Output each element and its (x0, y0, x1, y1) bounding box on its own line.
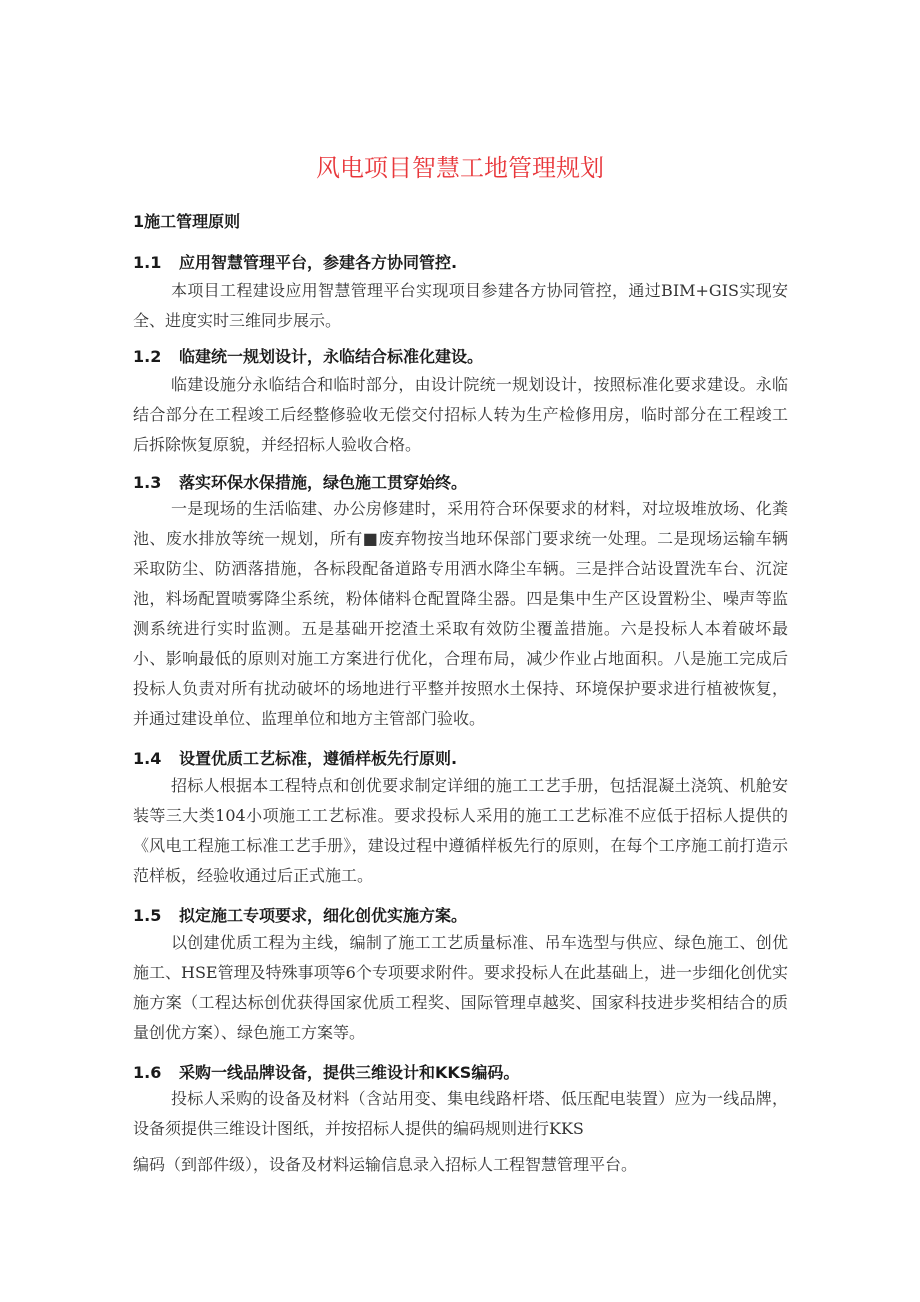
paragraph-1-3: 一是现场的生活临建、办公房修建时，采用符合环保要求的材料，对垃圾堆放场、化粪池、废水排放等统一规划，所有■废弃物按当地环保部门要求统一处理。二是现场运输车辆采取防尘、防洒落措施，各标段配备道路专用洒水降尘车辆。三是拌合站设置洗车台、沉淀池，料场配置喷雾降尘系统，粉体储料仓配置降尘器。四是集中生产区设置粉尘、噪声等监测系统进行实时监测。五是基础开挖渣土采取有效防尘覆盖措施。六是投标人本着破坏最小、影响最低的原则对施工方案进行优化，合理布局，减少作业占地面积。八是施工完成后投标人负责对所有扰动破坏的场地进行平整并按照水土保持、环境保护要求进行植被恢复，并通过建设单位、监理单位和地方主管部门验收。 (133, 499, 788, 728)
subsection-number: 1.2 (133, 347, 162, 366)
document-title: 风电项目智慧工地管理规划 (316, 154, 604, 182)
subsection-title: 应用智慧管理平台，参建各方协同管控. (179, 253, 458, 272)
subsection-heading-1-6 (133, 1060, 519, 1083)
subsection-heading-1-1 (133, 250, 457, 273)
subsection-number: 1.5 (133, 906, 162, 925)
paragraph-1-1: 本项目工程建设应用智慧管理平台实现项目参建各方协同管控，通过BIM+GIS实现安全、进度实时三维同步展示。 (133, 281, 788, 330)
subsection-number: 1.6 (133, 1063, 162, 1082)
subsection-title: 采购一线品牌设备，提供三维设计和KKS编码。 (179, 1063, 520, 1082)
subsection-number: 1.1 (133, 253, 162, 272)
paragraph-1-2: 临建设施分永临结合和临时部分，由设计院统一规划设计，按照标准化要求建设。永临结合部分在工程竣工后经整修验收无偿交付招标人转为生产检修用房，临时部分在工程竣工后拆除恢复原貌，并经招标人验收合格。 (133, 375, 788, 454)
paragraph-1-5: 以创建优质工程为主线，编制了施工工艺质量标准、吊车选型与供应、绿色施工、创优施工、HSE管理及特殊事项等6个专项要求附件。要求投标人在此基础上，进一步细化创优实施方案（工程达标创优获得国家优质工程奖、国际管理卓越奖、国家科技进步奖相结合的质量创优方案）、绿色施工方案等。 (133, 933, 788, 1042)
subsection-heading-1-5 (133, 903, 467, 926)
paragraph-1-6-continued: 编码（到部件级），设备及材料运输信息录入招标人工程智慧管理平台。 (133, 1155, 638, 1174)
subsection-heading-1-2 (133, 344, 483, 367)
subsection-title: 临建统一规划设计，永临结合标准化建设。 (179, 347, 484, 366)
subsection-title: 落实环保水保措施，绿色施工贯穿始终。 (179, 473, 468, 492)
subsection-heading-1-3 (133, 470, 467, 493)
subsection-title: 设置优质工艺标准，遵循样板先行原则. (179, 749, 458, 768)
subsection-title: 拟定施工专项要求，细化创优实施方案。 (179, 906, 468, 925)
subsection-number: 1.3 (133, 473, 162, 492)
subsection-number: 1.4 (133, 749, 162, 768)
paragraph-1-4: 招标人根据本工程特点和创优要求制定详细的施工工艺手册，包括混凝土浇筑、机舱安装等三大类104小项施工工艺标准。要求投标人采用的施工工艺标准不应低于招标人提供的《风电工程施工标准工艺手册》，建设过程中遵循样板先行的原则，在每个工序施工前打造示范样板，经验收通过后正式施工。 (133, 776, 788, 885)
paragraph-1-6: 投标人采购的设备及材料（含站用变、集电线路杆塔、低压配电装置）应为一线品牌，设备须提供三维设计图纸，并按招标人提供的编码规则进行KKS (133, 1089, 788, 1138)
section-heading-1: 1施工管理原则 (133, 212, 241, 231)
subsection-heading-1-4 (133, 746, 457, 769)
